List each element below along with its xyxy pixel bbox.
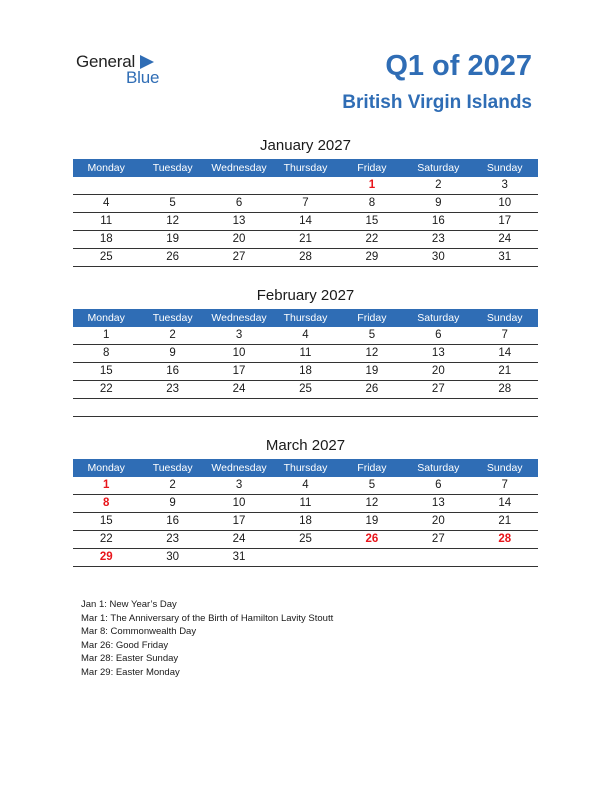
- week-row: [73, 549, 538, 567]
- weekday-header: Thursday: [283, 462, 328, 474]
- day-cell: 23: [431, 233, 445, 245]
- weekday-header: Sunday: [486, 312, 523, 324]
- day-cell: 5: [368, 329, 376, 341]
- day-cell: 25: [299, 533, 312, 545]
- week-row: [73, 177, 538, 195]
- day-cell: 4: [302, 479, 309, 491]
- day-cell: 19: [365, 515, 379, 527]
- day-cell: 12: [166, 215, 180, 227]
- weekday-header: Tuesday: [152, 312, 193, 324]
- day-cell: 21: [498, 515, 512, 527]
- empty-day-cell: [272, 177, 338, 194]
- empty-day-cell: [472, 549, 538, 566]
- week-row: [73, 195, 538, 213]
- day-cell: 28: [498, 383, 512, 395]
- month-title: February 2027: [256, 287, 355, 304]
- weekday-header: Saturday: [417, 312, 460, 324]
- day-cell: 7: [302, 197, 309, 209]
- week-row: [73, 381, 538, 399]
- holiday-note: Mar 1: The Anniversary of the Birth of Hamilton Lavity Stoutt: [81, 612, 334, 624]
- day-cell: 13: [431, 347, 445, 359]
- day-cell: 17: [232, 365, 246, 377]
- week-row: [73, 399, 538, 417]
- day-cell: 25: [99, 251, 113, 263]
- day-cell: 9: [169, 497, 176, 509]
- weekday-header: Thursday: [283, 162, 328, 174]
- day-cell: 31: [232, 551, 246, 563]
- holiday-note: Jan 1: New Year’s Day: [81, 599, 177, 610]
- week-row: [73, 363, 538, 381]
- day-cell: 17: [232, 515, 246, 527]
- week-row: [73, 345, 538, 363]
- weekday-header-row: [73, 309, 538, 327]
- day-cell: 27: [431, 383, 445, 395]
- day-cell: 11: [100, 215, 113, 227]
- day-cell: 2: [169, 329, 176, 341]
- day-cell: 7: [501, 479, 508, 491]
- day-cell: 22: [99, 533, 113, 545]
- empty-day-cell: [206, 399, 272, 416]
- empty-day-cell: [405, 549, 471, 566]
- weekday-header: Monday: [87, 162, 125, 174]
- day-cell: 9: [435, 197, 442, 209]
- day-cell: 14: [498, 347, 512, 359]
- day-cell: 6: [235, 197, 243, 209]
- day-cell: 13: [431, 497, 445, 509]
- day-cell: 24: [498, 233, 512, 245]
- weekday-header: Friday: [357, 312, 387, 324]
- week-row: [73, 213, 538, 231]
- week-row: [73, 513, 538, 531]
- day-cell: 18: [299, 365, 312, 377]
- day-cell: 20: [431, 365, 445, 377]
- day-cell: 16: [166, 365, 180, 377]
- empty-day-cell: [73, 177, 139, 194]
- day-cell: 26: [365, 383, 379, 395]
- day-cell: 5: [368, 479, 376, 491]
- week-row: [73, 531, 538, 549]
- week-row: [73, 327, 538, 345]
- day-cell: 28: [498, 533, 512, 545]
- weekday-header: Friday: [357, 462, 387, 474]
- month-march: [73, 436, 538, 567]
- day-cell: 21: [498, 365, 512, 377]
- day-cell: 12: [365, 347, 379, 359]
- day-cell: 19: [166, 233, 180, 245]
- day-cell: 28: [299, 251, 312, 263]
- month-title: March 2027: [265, 437, 346, 454]
- holiday-note: Mar 26: Good Friday: [81, 639, 169, 651]
- day-cell: 10: [232, 497, 246, 509]
- week-row: [73, 477, 538, 495]
- logo-triangle-icon: [140, 55, 154, 69]
- day-cell: 3: [501, 179, 508, 191]
- weekday-header: Monday: [87, 462, 125, 474]
- day-cell: 21: [299, 233, 312, 245]
- weekday-header: Tuesday: [152, 462, 193, 474]
- empty-day-cell: [339, 399, 405, 416]
- day-cell: 9: [169, 347, 176, 359]
- logo-text-blue: Blue: [126, 68, 160, 87]
- day-cell: 14: [299, 215, 312, 227]
- logo-text-general: General: [76, 52, 136, 71]
- empty-day-cell: [139, 399, 205, 416]
- holiday-note: Mar 29: Easter Monday: [81, 666, 180, 678]
- day-cell: 25: [299, 383, 312, 395]
- day-cell: 20: [431, 515, 445, 527]
- day-cell: 11: [299, 347, 312, 359]
- empty-day-cell: [472, 399, 538, 416]
- weekday-header: Friday: [357, 162, 387, 174]
- day-cell: 7: [501, 329, 508, 341]
- holiday-note: Mar 28: Easter Sunday: [81, 653, 179, 665]
- day-cell: 12: [365, 497, 379, 509]
- day-cell: 8: [103, 347, 110, 359]
- day-cell: 6: [435, 329, 442, 341]
- week-row: [73, 231, 538, 249]
- week-row: [73, 495, 538, 513]
- day-cell: 18: [99, 233, 113, 245]
- day-cell: 1: [368, 179, 376, 191]
- day-cell: 18: [299, 515, 312, 527]
- day-cell: 26: [166, 251, 180, 263]
- day-cell: 4: [302, 329, 309, 341]
- empty-day-cell: [139, 177, 205, 194]
- day-cell: 10: [232, 347, 246, 359]
- day-cell: 16: [166, 515, 180, 527]
- day-cell: 31: [498, 251, 512, 263]
- day-cell: 24: [232, 383, 246, 395]
- weekday-header: Saturday: [417, 162, 460, 174]
- weekday-header: Sunday: [486, 162, 523, 174]
- weekday-header: Saturday: [417, 462, 460, 474]
- empty-day-cell: [339, 549, 405, 566]
- day-cell: 15: [365, 215, 379, 227]
- day-cell: 10: [498, 197, 512, 209]
- day-cell: 2: [169, 479, 176, 491]
- day-cell: 29: [99, 551, 113, 563]
- day-cell: 11: [299, 497, 312, 509]
- day-cell: 26: [365, 533, 379, 545]
- weekday-header-row: [73, 459, 538, 477]
- day-cell: 22: [99, 383, 113, 395]
- weekday-header: Tuesday: [152, 162, 193, 174]
- day-cell: 1: [103, 329, 110, 341]
- weekday-header: Wednesday: [211, 462, 267, 474]
- month-february: [73, 286, 538, 417]
- day-cell: 27: [431, 533, 445, 545]
- day-cell: 8: [368, 197, 376, 209]
- day-cell: 5: [169, 197, 176, 209]
- weekday-header: Wednesday: [211, 312, 267, 324]
- day-cell: 27: [232, 251, 246, 263]
- weekday-header: Monday: [87, 312, 125, 324]
- day-cell: 17: [498, 215, 512, 227]
- day-cell: 22: [365, 233, 379, 245]
- weekday-header: Wednesday: [211, 162, 267, 174]
- day-cell: 19: [365, 365, 379, 377]
- holiday-notes: [81, 598, 333, 680]
- empty-day-cell: [272, 549, 338, 566]
- day-cell: 1: [103, 479, 110, 491]
- day-cell: 30: [431, 251, 445, 263]
- day-cell: 8: [103, 497, 110, 509]
- day-cell: 20: [232, 233, 246, 245]
- weekday-header: Thursday: [283, 312, 328, 324]
- empty-day-cell: [73, 399, 139, 416]
- month-january: [73, 136, 538, 267]
- empty-day-cell: [206, 177, 272, 194]
- day-cell: 23: [166, 383, 180, 395]
- empty-day-cell: [272, 399, 338, 416]
- page-title: Q1 of 2027: [385, 50, 532, 82]
- day-cell: 6: [435, 479, 442, 491]
- day-cell: 13: [232, 215, 246, 227]
- day-cell: 29: [365, 251, 379, 263]
- country-subtitle: British Virgin Islands: [342, 92, 532, 113]
- day-cell: 23: [166, 533, 180, 545]
- day-cell: 2: [435, 179, 442, 191]
- day-cell: 15: [99, 515, 113, 527]
- day-cell: 15: [99, 365, 113, 377]
- day-cell: 14: [498, 497, 512, 509]
- day-cell: 3: [235, 479, 243, 491]
- week-row: [73, 249, 538, 267]
- day-cell: 16: [431, 215, 445, 227]
- day-cell: 4: [103, 197, 110, 209]
- day-cell: 30: [166, 551, 180, 563]
- weekday-header-row: [73, 159, 538, 177]
- empty-day-cell: [405, 399, 471, 416]
- day-cell: 3: [235, 329, 243, 341]
- month-title: January 2027: [260, 137, 351, 154]
- holiday-note: Mar 8: Commonwealth Day: [81, 626, 197, 638]
- day-cell: 24: [232, 533, 246, 545]
- weekday-header: Sunday: [486, 462, 523, 474]
